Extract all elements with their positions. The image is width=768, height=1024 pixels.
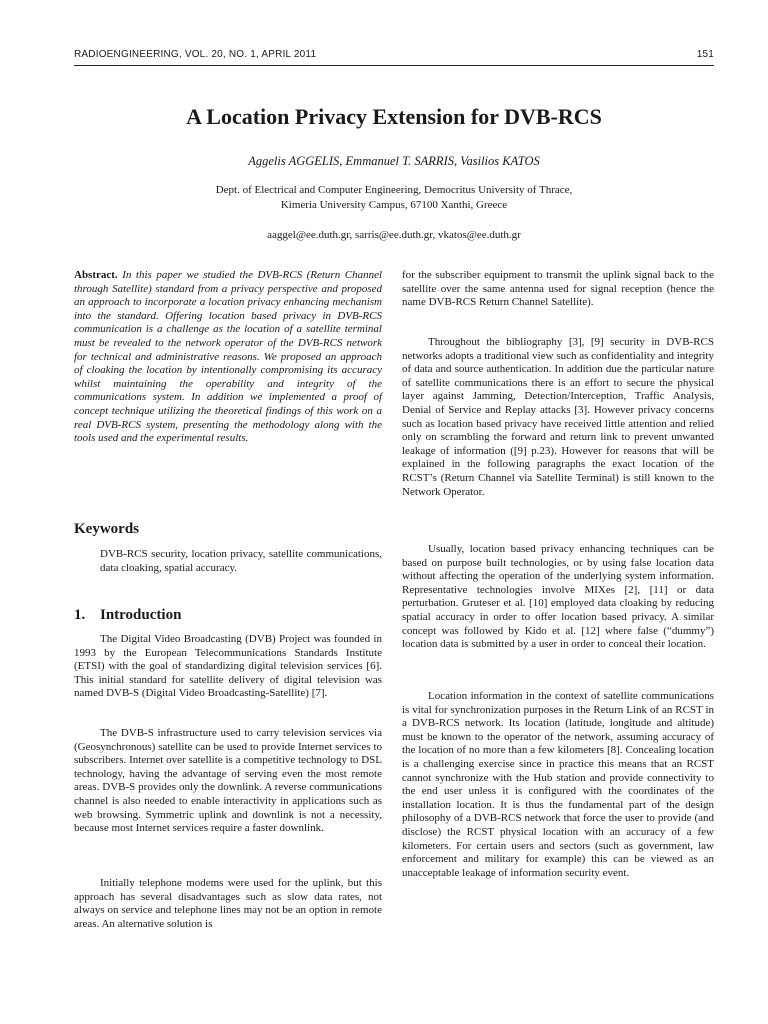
header-divider bbox=[74, 65, 714, 66]
body-paragraph bbox=[74, 877, 382, 931]
page-number: 151 bbox=[696, 49, 714, 60]
affiliation-line: Kimeria University Campus, 67100 Xanthi, Greece bbox=[280, 199, 508, 211]
paragraph-text: Usually, location based privacy enhancing techniques can be based on purpose built technologies, or by using false location data without affecting the operation of the underlying system information. Representative technologies involve MIXes [2], [11] or data perturbation. Gruteser et al. [10] employed data cloaking by reducing spatial accuracy in order to offer location based privacy. A similar concept was followed by Kido et al. [12] where false (“dummy”) location data is submitted by a user in order to conceal their location. bbox=[402, 543, 714, 651]
body-paragraph bbox=[74, 727, 382, 836]
running-header bbox=[74, 49, 714, 63]
paper-title: A Location Privacy Extension for DVB-RCS bbox=[186, 104, 602, 129]
abstract bbox=[74, 269, 382, 446]
affiliation-line: Dept. of Electrical and Computer Engineering, Democritus University of Thrace, bbox=[215, 184, 573, 196]
paragraph-text: Initially telephone modems were used for the uplink, but this approach has several disadvantages such as slow data rates, not always on service and telephone lines may not be an option in remote areas. An alternative solution is bbox=[74, 877, 382, 930]
body-paragraph bbox=[402, 336, 714, 499]
affiliation bbox=[74, 183, 714, 213]
keywords-text bbox=[100, 548, 382, 575]
journal-citation: RADIOENGINEERING, VOL. 20, NO. 1, APRIL 2011 bbox=[74, 49, 317, 60]
paragraph-text: Location information in the context of satellite communications is vital for synchronization purposes in the Return Link of an RCST in a DVB-RCS network. Its location (latitude, longitude and altitude) must be known to the operator of the network, assuming accuracy of the location of no more than a few kilometers [8]. Concealing location is a challenging exercise since in practice this means that an RCST cannot synchronize with the Hub station and provide connectivity to the end user unless it is configured with the coordinates of the installation location. It is thus the fundamental part of the design philosophy of a DVB-RCS network that force the user to provide (and disclose) the RCST physical location with an accuracy of a few kilometers. For certain users and sectors (such as government, law enforcement and military for example) this can be viewed as an unacceptable leakage of information security event. bbox=[402, 690, 714, 879]
body-paragraph bbox=[402, 269, 714, 310]
paragraph-text: for the subscriber equipment to transmit the uplink signal back to the satellite over the same antenna used for signal reception (hence the name DVB-RCS Return Channel Satellite). bbox=[402, 269, 714, 309]
abstract-label: Abstract. bbox=[74, 269, 118, 281]
body-paragraph bbox=[74, 633, 382, 701]
paragraph-text: The DVB-S infrastructure used to carry television services via (Geosynchronous) satellite can be used to provide Internet services to subscribers. Internet over satellite is a competitive technology to DSL technology, having the advantage of serving even the most remote areas. DVB-S provides only the downlink. A reverse communications channel is also needed to enable interactivity in applications such as web browsing. Symmetric uplink and downlink is not a necessity, because most Internet services require a faster downlink. bbox=[74, 727, 382, 835]
section-number: 1. bbox=[74, 607, 86, 623]
body-paragraph bbox=[402, 690, 714, 880]
body-paragraph bbox=[402, 543, 714, 652]
author-list: Aggelis AGGELIS, Emmanuel T. SARRIS, Vasilios KATOS bbox=[248, 154, 540, 168]
section-title: Introduction bbox=[100, 607, 182, 623]
author-emails: aaggel@ee.duth.gr, sarris@ee.duth.gr, vkatos@ee.duth.gr bbox=[267, 229, 521, 241]
keywords-heading: Keywords bbox=[74, 521, 139, 537]
abstract-text: In this paper we studied the DVB-RCS (Return Channel through Satellite) standard from a privacy perspective and proposed an approach to incorporate a location privacy enhancing mechanism into the standard. Offering location based privacy in DVB-RCS communication is a challenge as the location of a satellite terminal must be revealed to the network operator of the DVB-RCS network for technical and administrative reasons. We proposed an approach of cloaking the location by intentionally compromising its accuracy whilst maintaining the operability and integrity of the communications system. In addition we implemented a proof of concept technique utilizing the theoretical findings of this work on a real DVB-RCS system, presenting the methodology along with the tools used and the experimental results. bbox=[74, 269, 383, 445]
paragraph-text: Throughout the bibliography [3], [9] security in DVB-RCS networks adopts a traditional view such as confidentiality and integrity of data and source authentication. In addition due the particular nature of satellite communications there is an effort to secure the physical layer against Jamming, Detection/Interception, Traffic Analysis, Denial of Service and Replay attacks [3]. However privacy concerns such as location based privacy have received little attention and relied only on scrambling the forward and return link to prevent unwanted leakage of information ([9] p.23). However for reasons that will be explained in the following paragraphs the exact location of the RCST’s (Return Channel via Satellite Terminal) is still known to the Network Operator. bbox=[402, 336, 714, 498]
introduction-heading bbox=[74, 607, 181, 624]
keywords-list: DVB-RCS security, location privacy, satellite communications, data cloaking, spatial accuracy. bbox=[100, 548, 382, 574]
paragraph-text: The Digital Video Broadcasting (DVB) Project was founded in 1993 by the European Telecommunications Standards Institute (ETSI) with the goal of standardizing digital television services [6]. This initial standard for satellite delivery of digital television was named DVB-S (Digital Video Broadcasting-Satellite) [7]. bbox=[74, 633, 382, 700]
